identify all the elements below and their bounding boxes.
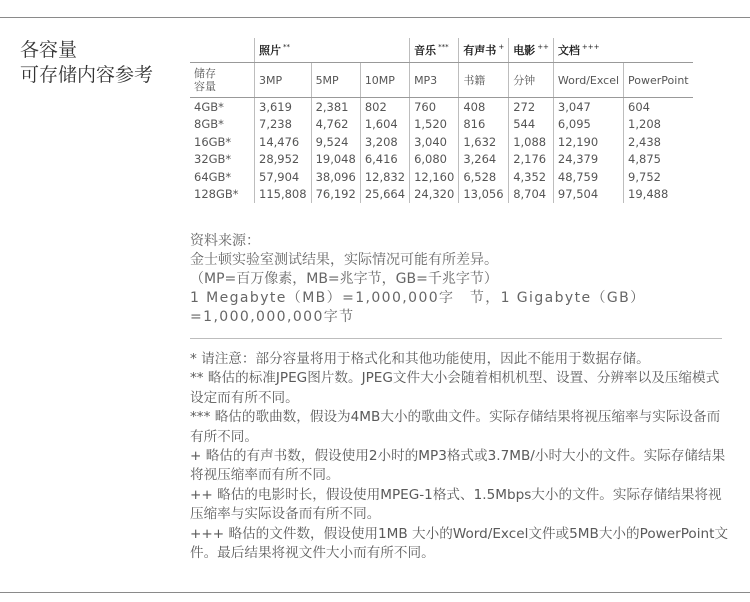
table-row [190, 98, 693, 116]
table-cell: 6,416 [360, 151, 409, 169]
corner-cell [190, 38, 255, 63]
table-row [190, 133, 693, 151]
table-cell: 2,438 [624, 133, 693, 151]
table-cell: 57,904 [255, 168, 312, 186]
table-cell: 544 [509, 116, 554, 134]
footnote: + 略估的有声书数，假设使用2小时的MP3格式或3.7MB/小时大小的文件。实际存储结果将视压缩率而有所不同。 [190, 448, 726, 484]
table-cell: 6,095 [553, 116, 623, 134]
table-cell: 19,048 [311, 151, 360, 169]
column-header-row [190, 63, 693, 98]
table-cell: 97,504 [553, 186, 623, 204]
table-cell: 760 [410, 98, 459, 116]
table-cell: 4,875 [624, 151, 693, 169]
table-cell: 3,619 [255, 98, 312, 116]
page-title [20, 38, 153, 88]
source-section [190, 232, 730, 327]
table-cell: 14,476 [255, 133, 312, 151]
col-header: 分钟 [509, 63, 554, 98]
title-line-2: 可存储内容参考 [20, 64, 154, 86]
col-header: MP3 [410, 63, 459, 98]
table-cell: 4,762 [311, 116, 360, 134]
table-cell: 48,759 [553, 168, 623, 186]
table-cell: 4,352 [509, 168, 554, 186]
table-cell: 816 [459, 116, 509, 134]
table-cell: 1,088 [509, 133, 554, 151]
capacity-table [190, 38, 693, 203]
capacity-cell: 16GB* [194, 134, 232, 149]
table-cell: 1,604 [360, 116, 409, 134]
source-title: 资料来源： [190, 233, 260, 249]
table-cell: 1,208 [624, 116, 693, 134]
group-header-photos: 照片 ** [255, 38, 410, 63]
table-body [190, 98, 693, 204]
table-cell: 12,190 [553, 133, 623, 151]
table-cell: 9,524 [311, 133, 360, 151]
table-row [190, 151, 693, 169]
table-cell: 24,320 [410, 186, 459, 204]
table-cell: 7,238 [255, 116, 312, 134]
footnote: ** 略估的标准JPEG图片数。JPEG文件大小会随着相机机型、设置、分辨率以及压缩模式设定而有所不同。 [190, 370, 720, 406]
group-header-audiobooks: 有声书 + [459, 38, 509, 63]
table-cell: 3,047 [553, 98, 623, 116]
table-cell: 12,160 [410, 168, 459, 186]
capacity-cell: 64GB* [194, 169, 232, 184]
table-cell: 604 [624, 98, 693, 116]
footnote: *** 略估的歌曲数，假设为4MB大小的歌曲文件。实际存储结果将视压缩率与实际设备而有所不同。 [190, 409, 721, 445]
table-cell: 2,381 [311, 98, 360, 116]
table-cell: 3,040 [410, 133, 459, 151]
table-cell: 272 [509, 98, 554, 116]
table-cell: 19,488 [624, 186, 693, 204]
capacity-cell: 8GB* [194, 117, 224, 132]
table-cell: 115,808 [255, 186, 312, 204]
table-cell: 38,096 [311, 168, 360, 186]
footnote: +++ 略估的文件数，假设使用1MB 大小的Word/Excel文件或5MB大小的PowerPoint文件。最后结果将视文件大小而有所不同。 [190, 525, 729, 562]
top-rule [0, 17, 750, 18]
group-header-movies: 电影 ++ [509, 38, 554, 63]
table-cell: 408 [459, 98, 509, 116]
col-header: 5MP [311, 63, 360, 98]
table-cell: 24,379 [553, 151, 623, 169]
table-row [190, 186, 693, 204]
group-header-row [190, 38, 693, 63]
table-cell: 25,664 [360, 186, 409, 204]
table-row [190, 116, 693, 134]
table-cell: 6,080 [410, 151, 459, 169]
source-line: 金士顿实验室测试结果，实际情况可能有所差异。 [190, 252, 498, 268]
table-cell: 8,704 [509, 186, 554, 204]
col-header: 3MP [255, 63, 312, 98]
col-header: 10MP [360, 63, 409, 98]
source-line: =1,000,000,000字节 [190, 309, 355, 325]
capacity-cell: 4GB* [194, 99, 224, 114]
source-line: （MP=百万像素，MB=兆字节，GB=千兆字节） [190, 271, 498, 287]
col-header: Word/Excel [553, 63, 623, 98]
section-divider [190, 338, 722, 339]
table-cell: 2,176 [509, 151, 554, 169]
table-cell: 6,528 [459, 168, 509, 186]
table-cell: 3,264 [459, 151, 509, 169]
table-row [190, 168, 693, 186]
table-cell: 3,208 [360, 133, 409, 151]
bottom-rule [0, 592, 750, 593]
capacity-cell: 128GB* [194, 187, 239, 202]
table-cell: 76,192 [311, 186, 360, 204]
source-line: 1 Megabyte（MB）=1,000,000字 节，1 Gigabyte（GB） [190, 290, 646, 306]
col-header: 书籍 [459, 63, 509, 98]
col-header: PowerPoint [624, 63, 693, 98]
table-cell: 1,520 [410, 116, 459, 134]
group-header-documents: 文档 +++ [553, 38, 692, 63]
table-cell: 28,952 [255, 151, 312, 169]
table-cell: 9,752 [624, 168, 693, 186]
table-cell: 13,056 [459, 186, 509, 204]
footnotes [190, 350, 730, 563]
capacity-cell: 32GB* [194, 152, 232, 167]
group-header-music: 音乐 *** [410, 38, 459, 63]
capacity-header: 储存 容量 [190, 63, 255, 98]
table-cell: 802 [360, 98, 409, 116]
footnote: * 请注意：部分容量将用于格式化和其他功能使用，因此不能用于数据存储。 [190, 351, 650, 367]
table-cell: 12,832 [360, 168, 409, 186]
footnote: ++ 略估的电影时长，假设使用MPEG-1格式、1.5Mbps大小的文件。实际存储结果将视压缩率与实际设备而有所不同。 [190, 486, 722, 523]
table-cell: 1,632 [459, 133, 509, 151]
title-line-1: 各容量 [20, 39, 78, 61]
